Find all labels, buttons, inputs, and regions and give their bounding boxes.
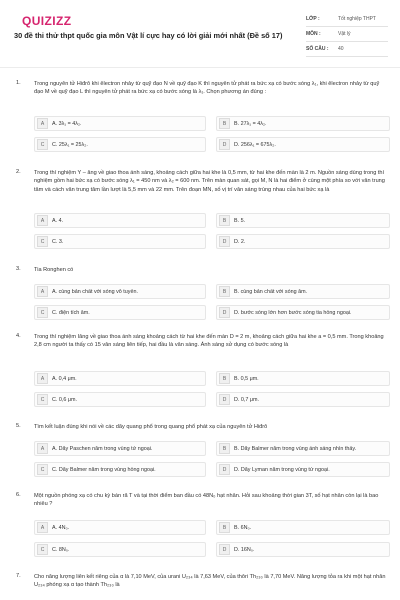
option-letter: C <box>37 544 48 555</box>
option-text: D. 256λ₁ = 675λ₂. <box>234 141 276 148</box>
option-letter: A <box>37 215 48 226</box>
option-letter: B <box>219 286 230 297</box>
option-text: A. 3λ₁ = 4λ₂. <box>52 120 82 127</box>
answer-option-d[interactable] <box>216 462 390 477</box>
option-letter: D <box>219 394 230 405</box>
option-text: D. 0,7 μm. <box>234 396 259 403</box>
option-text: B. Dãy Balmer nằm trong vùng ánh sáng nhìn thấy. <box>234 445 357 452</box>
option-letter: B <box>219 522 230 533</box>
meta-row-count <box>306 42 388 57</box>
option-letter: B <box>219 373 230 384</box>
option-letter: B <box>219 215 230 226</box>
meta-value: Tốt nghiệp THPT <box>338 16 376 22</box>
quizizz-logo: QUIZIZZ <box>22 14 72 28</box>
option-text: D. 16N₀. <box>234 546 255 553</box>
option-text: D. bước sóng lớn hơn bước sóng tia hồng ngoại. <box>234 309 352 316</box>
option-letter: C <box>37 236 48 247</box>
question-number: 5. <box>16 423 21 429</box>
answer-option-c[interactable] <box>34 234 206 249</box>
question-number: 1. <box>16 80 21 86</box>
option-text: B. cùng bản chất với sóng âm. <box>234 288 308 295</box>
question-text: Trong nguyên tử Hiđrô khi êlectron nhảy từ quỹ đạo N về quỹ đạo K thì nguyên tử phát ra bức xạ có bước sóng λ₁, khi êlectron nhảy từ quỹ đạo M về quỹ đạo L thì nguyên tử phát ra bức xạ có bước sóng là λ₁. Chọn phương án đúng : <box>34 81 380 96</box>
meta-row-class <box>306 12 388 27</box>
option-text: A. Dãy Paschen nằm trong vùng tử ngoại. <box>52 445 153 452</box>
document-title: 30 đề thi thử thpt quốc gia môn Vật lí cực hay có lời giải mới nhất (Đề số 17) <box>14 31 283 40</box>
answer-option-c[interactable] <box>34 542 206 557</box>
answer-option-a[interactable] <box>34 213 206 228</box>
option-letter: D <box>219 464 230 475</box>
answer-option-b[interactable] <box>216 284 390 299</box>
answer-option-a[interactable] <box>34 371 206 386</box>
meta-label: SỐ CÂU : <box>306 46 329 52</box>
question-text: Cho năng lượng liên kết riêng của α là 7,10 MeV, của urani U₂₃₄ là 7,63 MeV, của thôri Th₂₃₀ là 7,70 MeV. Năng lượng tỏa ra khi một hạt nhân U₂₃₄ phóng xạ α tạo thành Th₂₃₀ là <box>34 574 386 589</box>
option-letter: B <box>219 118 230 129</box>
option-text: B. 0,5 μm. <box>234 375 259 382</box>
option-text: C. 0,6 μm. <box>52 396 77 403</box>
question-number: 7. <box>16 573 21 579</box>
question-number: 6. <box>16 492 21 498</box>
option-text: C. 8N₀. <box>52 546 70 553</box>
option-text: C. Dãy Balmer nằm trong vùng hồng ngoại. <box>52 466 156 473</box>
option-letter: D <box>219 139 230 150</box>
option-letter: C <box>37 394 48 405</box>
option-text: C. 25λ₁ = 25λ₂. <box>52 141 88 148</box>
answer-option-a[interactable] <box>34 441 206 456</box>
meta-value: 40 <box>338 46 344 52</box>
option-letter: D <box>219 544 230 555</box>
question-number: 4. <box>16 333 21 339</box>
option-text: D. 2. <box>234 238 246 245</box>
answer-option-c[interactable] <box>34 392 206 407</box>
meta-row-subject <box>306 27 388 42</box>
answer-option-c[interactable] <box>34 462 206 477</box>
answer-option-b[interactable] <box>216 371 390 386</box>
document-header <box>0 0 400 68</box>
option-letter: A <box>37 118 48 129</box>
question-text: Tìm kết luận đúng khi nói về các dãy quang phổ trong quang phổ phát xạ của nguyên tử Hiđrô <box>34 424 268 430</box>
question-text: Trong thí nghiệm Y – âng về giao thoa ánh sáng, khoảng cách giữa hai khe là 0,5 mm, từ hai khe đến màn là 2 m. Nguồn sáng dùng trong thí nghiệm gồm hai bức xạ có bước sóng λ₁ = 450 nm và λ₂ = 600 nm. Trên màn quan sát, gọi M, N là hai điểm ở cùng một phía so với vân trung tâm và cách vân trung tâm lần lượt là 5,5 mm và 22 mm. Trên đoạn MN, số vị trí vân sáng trùng nhau của hai bức xạ là <box>34 170 385 193</box>
answer-option-b[interactable] <box>216 520 390 535</box>
answer-option-d[interactable] <box>216 542 390 557</box>
option-text: D. Dãy Lyman nằm trong vùng tử ngoại. <box>234 466 330 473</box>
option-letter: D <box>219 236 230 247</box>
option-text: A. 0,4 μm. <box>52 375 77 382</box>
option-text: B. 6N₀. <box>234 524 252 531</box>
meta-label: MÔN : <box>306 31 321 37</box>
answer-option-b[interactable] <box>216 213 390 228</box>
option-letter: C <box>37 464 48 475</box>
option-letter: A <box>37 373 48 384</box>
meta-table <box>306 12 388 57</box>
answer-option-b[interactable] <box>216 116 390 131</box>
answer-option-c[interactable] <box>34 305 206 320</box>
answer-option-a[interactable] <box>34 284 206 299</box>
question-text: Tia Ronghen có <box>34 267 74 273</box>
option-text: A. 4. <box>52 217 64 224</box>
answer-option-d[interactable] <box>216 392 390 407</box>
option-text: B. 27λ₁ = 4λ₂. <box>234 120 267 127</box>
option-letter: A <box>37 522 48 533</box>
option-letter: A <box>37 286 48 297</box>
option-letter: C <box>37 139 48 150</box>
option-letter: A <box>37 443 48 454</box>
question-text: Trong thí nghiệm Iâng về giao thoa ánh sáng khoảng cách từ hai khe đến màn D = 2 m, khoảng cách giữa hai khe a = 0,5 mm. Trong khoảng 2,8 cm người ta thấy có 15 vân sáng liên tiếp, hai đầu là vân sáng. Ánh sáng sử dụng có bước sóng là <box>34 334 384 349</box>
option-letter: D <box>219 307 230 318</box>
answer-option-d[interactable] <box>216 137 390 152</box>
option-letter: C <box>37 307 48 318</box>
question-number: 3. <box>16 266 21 272</box>
option-text: C. 3. <box>52 238 64 245</box>
question-text: Một nguồn phóng xạ có chu kỳ bán rã T và tại thời điểm ban đầu có 48N₀ hạt nhân. Hỏi sau khoảng thời gian 3T, số hạt nhân còn lại là bao nhiêu ? <box>34 493 379 508</box>
answer-option-d[interactable] <box>216 305 390 320</box>
option-text: C. điện tích âm. <box>52 309 90 316</box>
question-number: 2. <box>16 169 21 175</box>
option-letter: B <box>219 443 230 454</box>
answer-option-a[interactable] <box>34 116 206 131</box>
answer-option-d[interactable] <box>216 234 390 249</box>
option-text: A. 4N₀. <box>52 524 70 531</box>
answer-option-b[interactable] <box>216 441 390 456</box>
answer-option-c[interactable] <box>34 137 206 152</box>
option-text: B. 5. <box>234 217 246 224</box>
option-text: A. cùng bản chất với sóng vô tuyến. <box>52 288 138 295</box>
meta-value: Vật lý <box>338 31 351 37</box>
meta-label: LỚP : <box>306 16 320 22</box>
answer-option-a[interactable] <box>34 520 206 535</box>
